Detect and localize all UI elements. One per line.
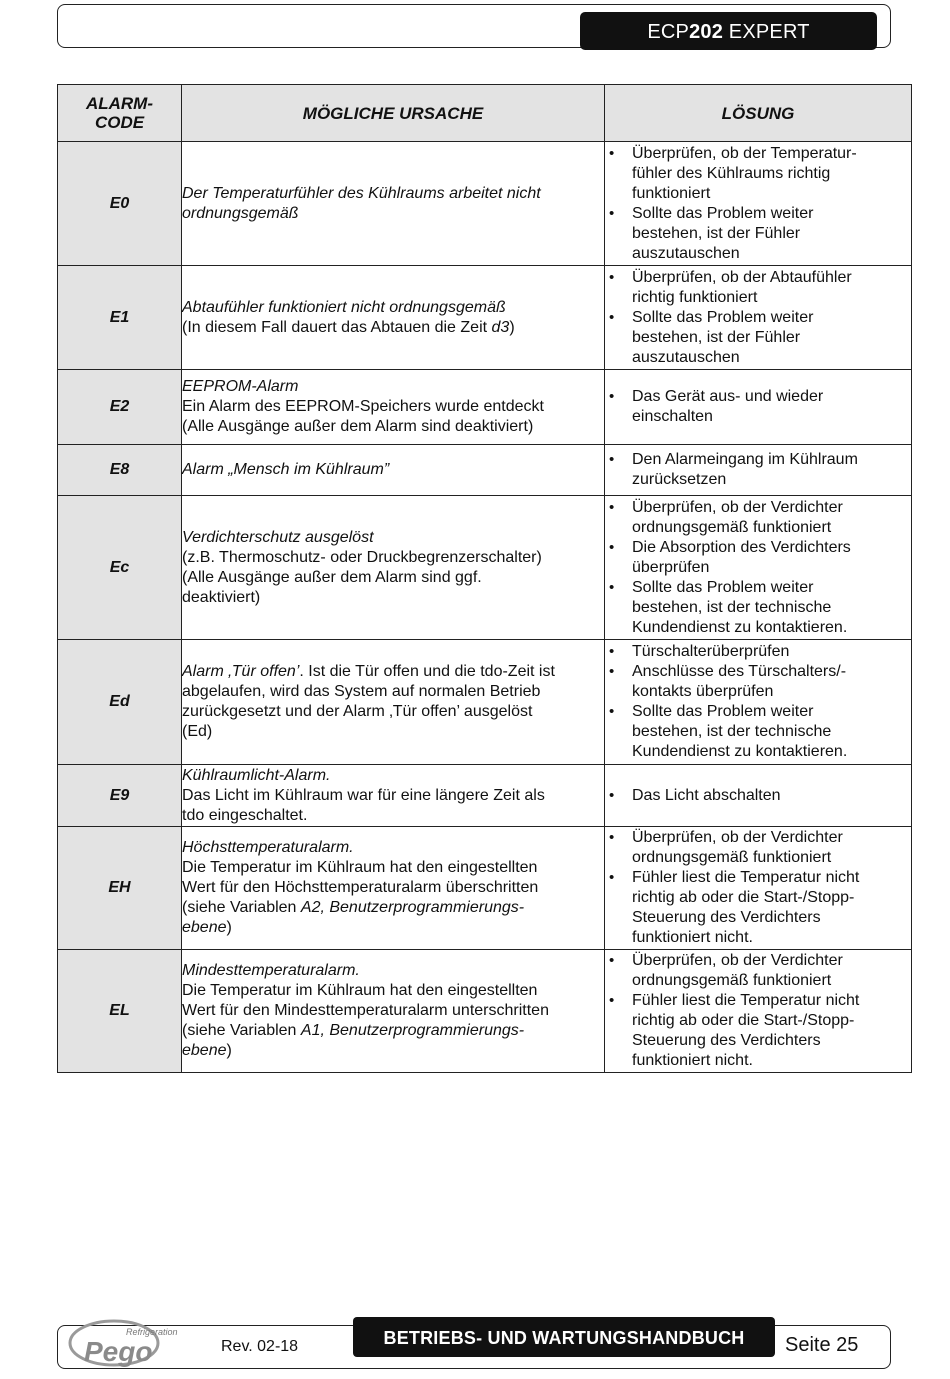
cause-cell [182, 266, 605, 370]
solution-cell [605, 266, 912, 370]
list-item: • Sollte das Problem weiter bestehen, ist der technische Kundendienst zu kontaktieren. [605, 578, 911, 638]
solution-cell [605, 370, 912, 445]
cause-line: Wert für den Höchsttemperaturalarm überschritten [182, 879, 539, 896]
solution-list [605, 498, 911, 638]
table-row [58, 142, 912, 266]
alarm-table [57, 84, 912, 1073]
header-alarm-code: ALARM- CODE [58, 85, 182, 142]
solution-list [605, 951, 911, 1071]
solution-list [605, 144, 911, 264]
alarm-code: E0 [58, 142, 182, 266]
cause-line: (Alle Ausgänge außer dem Alarm sind deaktiviert) [182, 418, 534, 435]
cause-line: EEPROM-Alarm [182, 378, 299, 395]
solution-cell [605, 496, 912, 640]
solution-cell [605, 950, 912, 1073]
cause-line: Das Licht im Kühlraum war für eine längere Zeit als [182, 786, 545, 804]
alarm-code: Ed [58, 640, 182, 765]
cause-cell [182, 950, 605, 1073]
cause-cell [182, 496, 605, 640]
cause-line: (Alle Ausgänge außer dem Alarm sind ggf. [182, 568, 482, 586]
table-row [58, 496, 912, 640]
solution-list [605, 268, 911, 368]
cause-line: ebene) [182, 1042, 232, 1059]
pego-logo [68, 1313, 178, 1369]
cause-line: ebene) [182, 919, 232, 936]
cause-line: Wert für den Mindesttemperaturalarm unterschritten [182, 1002, 549, 1019]
logo-tagline: Refrigeration [126, 1327, 178, 1337]
solution-list [605, 387, 911, 427]
cause-cell [182, 370, 605, 445]
cause-line: (In diesem Fall dauert das Abtauen die Zeit d3) [182, 318, 515, 336]
table-row [58, 445, 912, 496]
list-item: • Sollte das Problem weiter bestehen, ist der technische Kundendienst zu kontaktieren. [605, 702, 911, 762]
list-item: • Sollte das Problem weiter bestehen, ist der Fühler auszutauschen [605, 204, 911, 264]
list-item: • Überprüfen, ob der Abtaufühler richtig funktioniert [605, 268, 911, 308]
cause-line: Alarm „Mensch im Kühlraum” [182, 461, 390, 478]
list-item: • Sollte das Problem weiter bestehen, ist der Fühler auszutauschen [605, 308, 911, 368]
table-row [58, 950, 912, 1073]
cause-line: deaktiviert) [182, 588, 261, 606]
cause-line: Der Temperaturfühler des Kühlraums arbeitet nicht [182, 184, 541, 202]
cause-line: (siehe Variablen A2, Benutzerprogrammierungs- [182, 899, 525, 916]
cause-cell [182, 640, 605, 765]
list-item: • Den Alarmeingang im Kühlraum zurücksetzen [605, 450, 911, 490]
table-row [58, 827, 912, 950]
alarm-code: EH [58, 827, 182, 950]
cause-line: Höchsttemperaturalarm. [182, 839, 354, 856]
list-item: • Anschlüsse des Türschalters/- kontakts überprüfen [605, 662, 911, 702]
list-item: • Überprüfen, ob der Verdichter ordnungsgemäß funktioniert [605, 828, 911, 868]
cause-line: Kühlraumlicht-Alarm. [182, 766, 331, 784]
solution-cell [605, 445, 912, 496]
cause-line: tdo eingeschaltet. [182, 806, 308, 824]
cause-line: (z.B. Thermoschutz- oder Druckbegrenzerschalter) [182, 548, 542, 566]
cause-line: Mindesttemperaturalarm. [182, 962, 360, 979]
table-row [58, 266, 912, 370]
logo-brand: Pego [84, 1336, 153, 1367]
manual-title: BETRIEBS- UND WARTUNGSHANDBUCH [353, 1317, 775, 1357]
list-item: • Türschalterüberprüfen [605, 642, 911, 662]
cause-line: Ein Alarm des EEPROM-Speichers wurde entdeckt [182, 398, 544, 415]
cause-line: abgelaufen, wird das System auf normalen Betrieb [182, 683, 541, 700]
model-title: ECP202 EXPERT [580, 12, 877, 50]
list-item: • Fühler liest die Temperatur nicht richtig ab oder die Start-/Stopp- Steuerung des Verdichters funktioniert nicht. [605, 868, 911, 948]
solution-list [605, 786, 911, 806]
revision-label: Rev. 02-18 [221, 1338, 299, 1355]
cause-line: Verdichterschutz ausgelöst [182, 528, 374, 546]
table-header-row [58, 85, 912, 142]
list-item: • Fühler liest die Temperatur nicht richtig ab oder die Start-/Stopp- Steuerung des Verdichters funktioniert nicht. [605, 991, 911, 1071]
cause-cell [182, 142, 605, 266]
solution-list [605, 828, 911, 948]
list-item: • Das Licht abschalten [605, 786, 911, 806]
solution-cell [605, 765, 912, 827]
cause-line: Alarm ‚Tür offen’. Ist die Tür offen und die tdo-Zeit ist [182, 663, 555, 680]
cause-cell [182, 445, 605, 496]
cause-cell [182, 827, 605, 950]
page-number: Seite 25 [785, 1334, 859, 1356]
cause-line: (siehe Variablen A1, Benutzerprogrammierungs- [182, 1022, 525, 1039]
alarm-code: E9 [58, 765, 182, 827]
list-item: • Die Absorption des Verdichters überprüfen [605, 538, 911, 578]
alarm-code: Ec [58, 496, 182, 640]
table-row [58, 765, 912, 827]
solution-list [605, 642, 911, 762]
cause-line: Die Temperatur im Kühlraum hat den eingestellten [182, 982, 538, 999]
cause-line: (Ed) [182, 723, 213, 740]
list-item: • Überprüfen, ob der Verdichter ordnungsgemäß funktioniert [605, 951, 911, 991]
cause-line: zurückgesetzt und der Alarm ‚Tür offen’ ausgelöst [182, 703, 533, 720]
alarm-code: EL [58, 950, 182, 1073]
solution-cell [605, 142, 912, 266]
cause-line: ordnungsgemäß [182, 204, 299, 222]
cause-line: Die Temperatur im Kühlraum hat den eingestellten [182, 859, 538, 876]
cause-line: Abtaufühler funktioniert nicht ordnungsgemäß [182, 298, 506, 316]
header-possible-cause: MÖGLICHE URSACHE [182, 85, 605, 142]
cause-cell [182, 765, 605, 827]
solution-cell [605, 827, 912, 950]
header-solution: LÖSUNG [605, 85, 912, 142]
alarm-code: E8 [58, 445, 182, 496]
table-row [58, 370, 912, 445]
list-item: • Das Gerät aus- und wieder einschalten [605, 387, 911, 427]
list-item: • Überprüfen, ob der Verdichter ordnungsgemäß funktioniert [605, 498, 911, 538]
table-row [58, 640, 912, 765]
solution-cell [605, 640, 912, 765]
solution-list [605, 450, 911, 490]
alarm-code: E2 [58, 370, 182, 445]
alarm-code: E1 [58, 266, 182, 370]
list-item: • Überprüfen, ob der Temperatur- fühler des Kühlraums richtig funktioniert [605, 144, 911, 204]
